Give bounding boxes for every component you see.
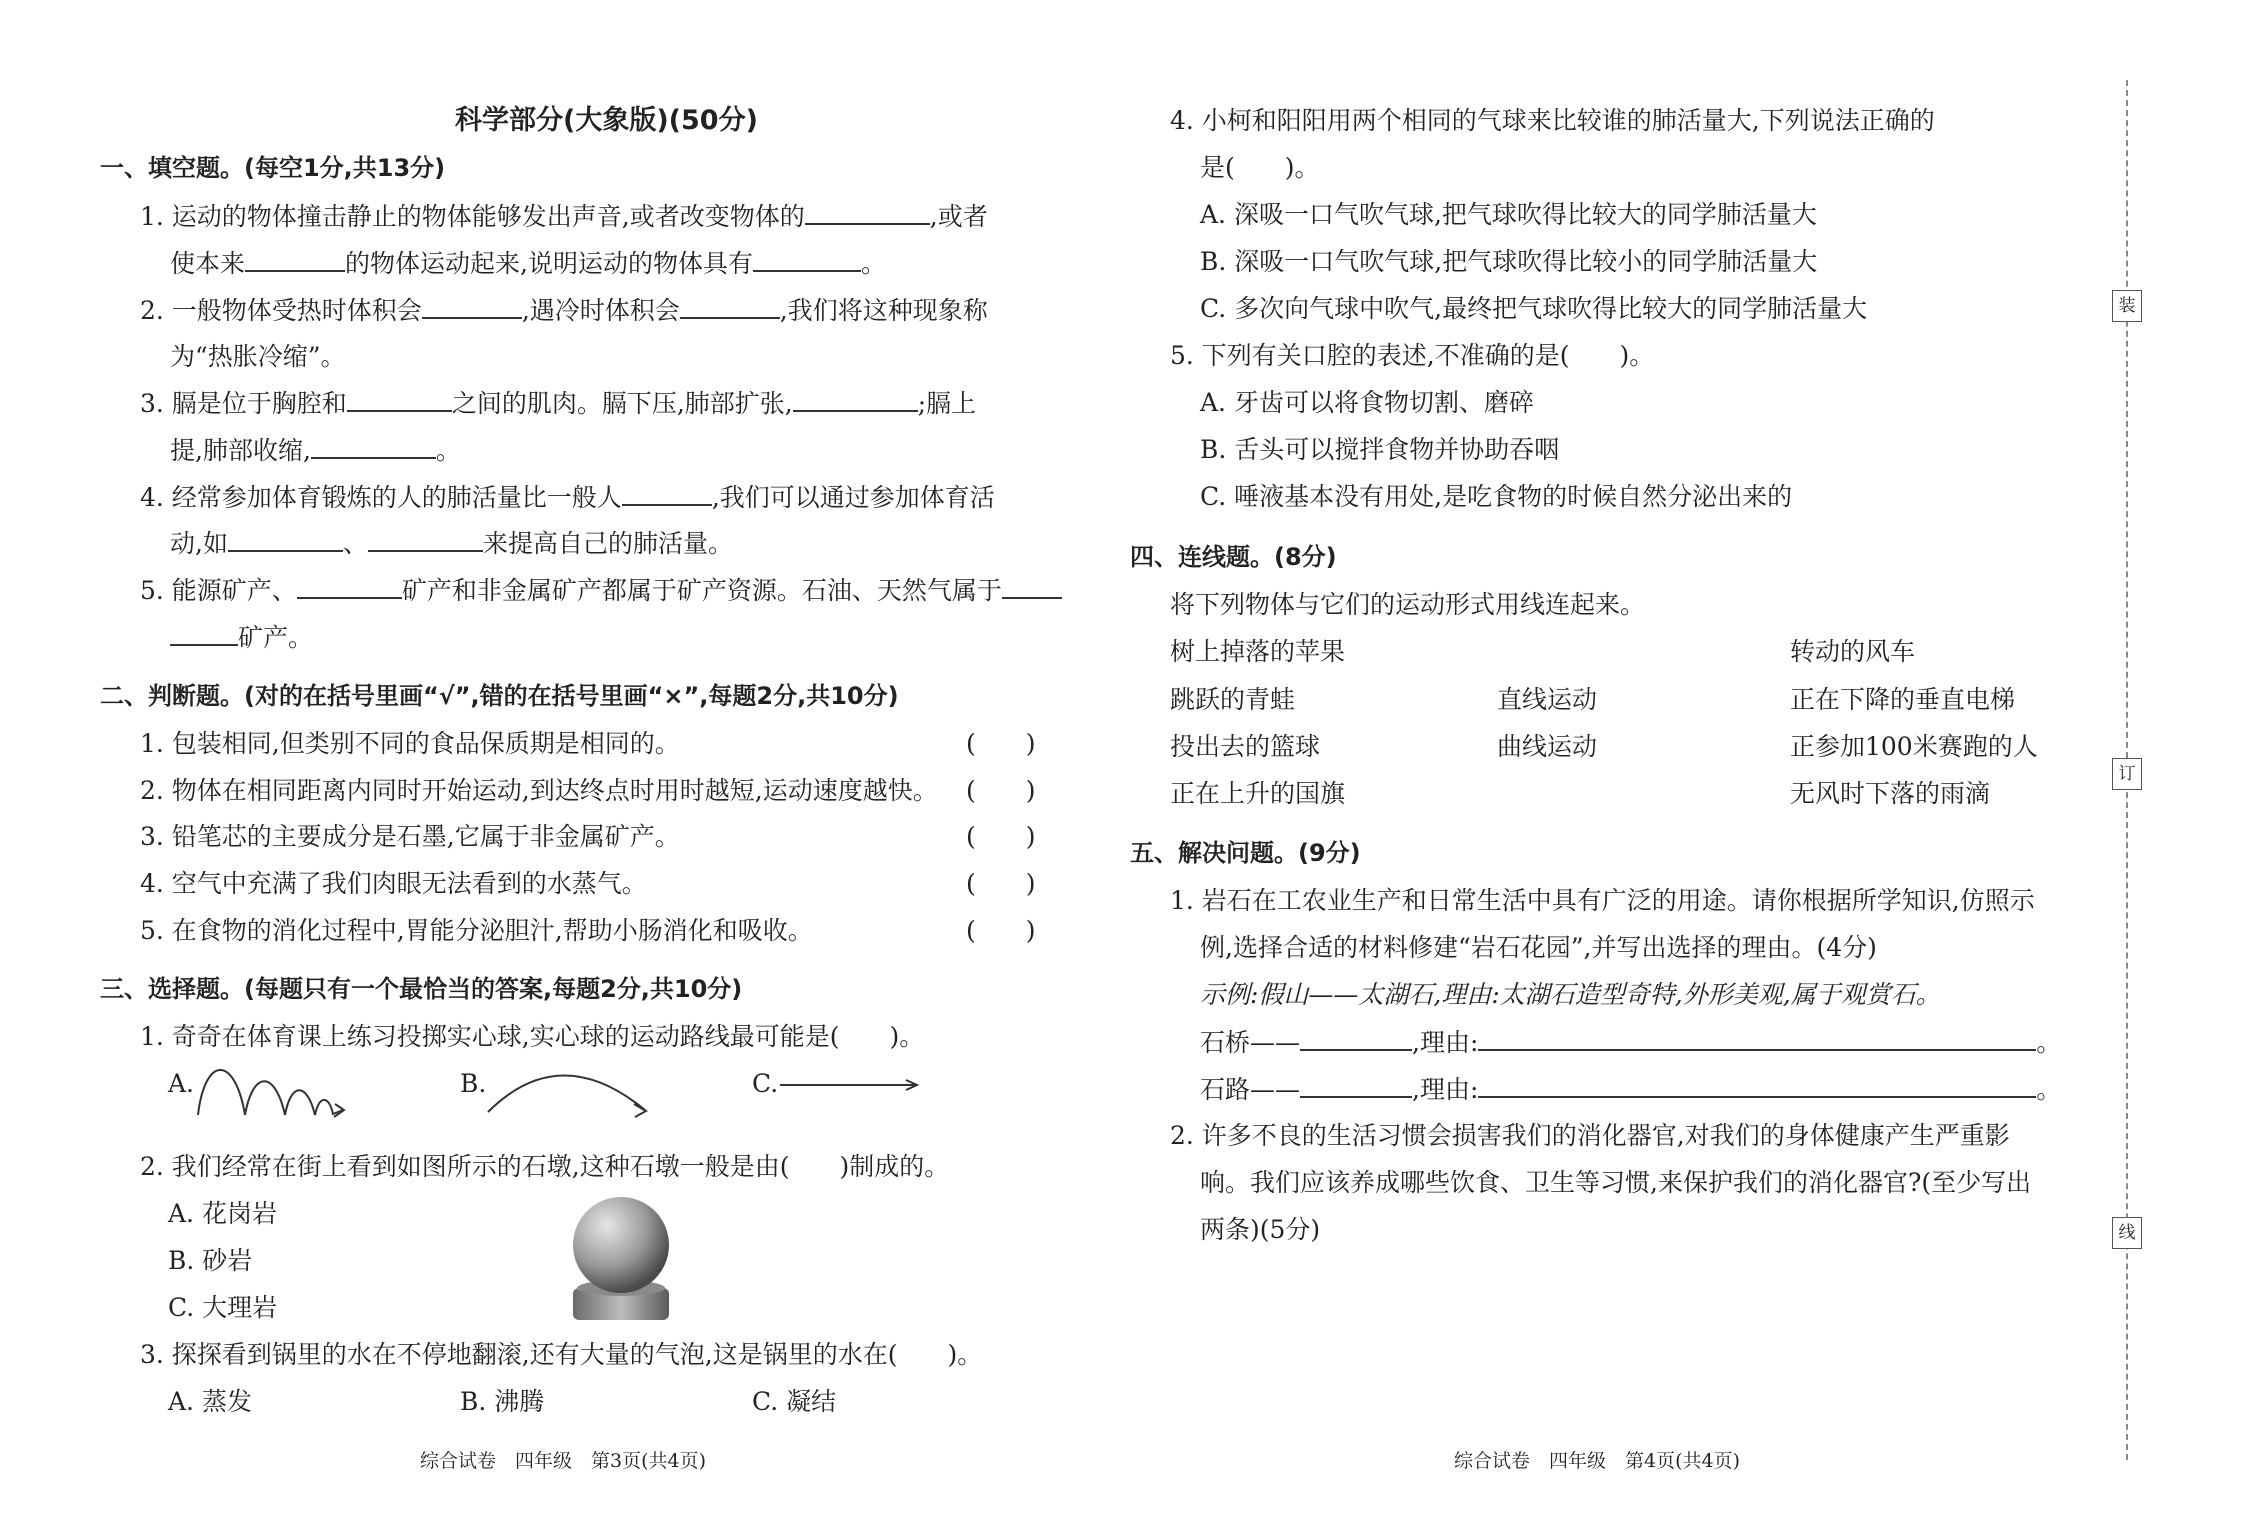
page-footer: 综合试卷 四年级 第3页(共4页)	[420, 1450, 707, 1472]
answer-blank[interactable]	[1002, 573, 1062, 599]
match-left-item[interactable]: 树上掉落的苹果	[1170, 637, 1346, 666]
option-b-label[interactable]: B.	[460, 1069, 487, 1098]
match-left-item[interactable]: 正在上升的国旗	[1170, 779, 1346, 808]
matching-instruction: 将下列物体与它们的运动形式用线连起来。	[1170, 590, 1646, 619]
straight-path-icon	[778, 1075, 923, 1095]
choice-q5: 5. 下列有关口腔的表述,不准确的是( )。	[1170, 341, 1655, 370]
fill-q5-line2: 矿产。	[170, 620, 313, 655]
answer-blank[interactable]	[1300, 1072, 1412, 1098]
choice-q2: 2. 我们经常在街上看到如图所示的石墩,这种石墩一般是由( )制成的。	[140, 1152, 950, 1181]
answer-blank[interactable]	[1478, 1072, 2036, 1098]
option-a[interactable]: A. 深吸一口气吹气球,把气球吹得比较大的同学肺活量大	[1200, 200, 1817, 229]
answer-line-bridge: 石桥—— ,理由: 。	[1200, 1025, 2061, 1060]
tf-answer-paren[interactable]: ( )	[966, 822, 1036, 851]
problem-q2-line1: 2. 许多不良的生活习惯会损害我们的消化器官,对我们的身体健康产生严重影	[1170, 1121, 2010, 1150]
fill-q3-line2: 提,肺部收缩, 。	[170, 433, 461, 468]
option-b[interactable]: B. 砂岩	[168, 1246, 253, 1275]
option-c[interactable]: C. 多次向气球中吹气,最终把气球吹得比较大的同学肺活量大	[1200, 294, 1868, 323]
answer-blank[interactable]	[347, 386, 452, 412]
option-c[interactable]: C. 唾液基本没有用处,是吃食物的时候自然分泌出来的	[1200, 482, 1793, 511]
choice-q4-line1: 4. 小柯和阳阳用两个相同的气球来比较谁的肺活量大,下列说法正确的	[1170, 106, 1935, 135]
problem-q1-line1: 1. 岩石在工农业生产和日常生活中具有广泛的用途。请你根据所学知识,仿照示	[1170, 886, 2035, 915]
tf-answer-paren[interactable]: ( )	[966, 869, 1036, 898]
problem-header: 五、解决问题。(9分)	[1130, 839, 1361, 867]
option-a[interactable]: A. 花岗岩	[168, 1199, 277, 1228]
match-left-item[interactable]: 跳跃的青蛙	[1170, 685, 1296, 714]
fill-q4-line1: 4. 经常参加体育锻炼的人的肺活量比一般人 ,我们可以通过参加体育活	[140, 480, 995, 515]
left-page	[0, 0, 1090, 1535]
section-title: 科学部分(大象版)(50分)	[455, 105, 758, 136]
answer-blank[interactable]	[422, 293, 522, 319]
binding-mark-zhuang: 装	[2112, 290, 2142, 322]
match-right-item[interactable]: 转动的风车	[1790, 637, 1916, 666]
tf-item-2: 2. 物体在相同距离内同时开始运动,到达终点时用时越短,运动速度越快。	[140, 776, 938, 805]
option-c-label[interactable]: C.	[752, 1069, 779, 1098]
binding-mark-ding: 订	[2112, 758, 2142, 790]
true-false-header: 二、判断题。(对的在括号里画“√”,错的在括号里画“×”,每题2分,共10分)	[100, 682, 899, 710]
match-mid-item[interactable]: 曲线运动	[1497, 732, 1598, 761]
matching-header: 四、连线题。(8分)	[1130, 543, 1337, 571]
option-a-label[interactable]: A.	[168, 1069, 195, 1098]
answer-blank[interactable]	[680, 293, 780, 319]
option-c[interactable]: C. 大理岩	[168, 1293, 278, 1322]
tf-answer-paren[interactable]: ( )	[966, 729, 1036, 758]
answer-blank[interactable]	[228, 526, 343, 552]
match-right-item[interactable]: 正在下降的垂直电梯	[1790, 685, 2016, 714]
tf-answer-paren[interactable]: ( )	[966, 776, 1036, 805]
fill-q1-line1: 1. 运动的物体撞击静止的物体能够发出声音,或者改变物体的 ,或者	[140, 199, 988, 234]
fill-q5-line1: 5. 能源矿产、 矿产和非金属矿产都属于矿产资源。石油、天然气属于	[140, 573, 1062, 608]
answer-blank[interactable]	[170, 620, 238, 646]
option-b[interactable]: B. 舌头可以搅拌食物并协助吞咽	[1200, 435, 1560, 464]
parabolic-path-icon	[485, 1060, 655, 1120]
choice-header: 三、选择题。(每题只有一个最恰当的答案,每题2分,共10分)	[100, 975, 743, 1003]
right-page	[1100, 0, 2140, 1535]
tf-item-3: 3. 铅笔芯的主要成分是石墨,它属于非金属矿产。	[140, 822, 680, 851]
option-a[interactable]: A. 牙齿可以将食物切割、磨碎	[1200, 388, 1534, 417]
answer-blank[interactable]	[368, 526, 483, 552]
option-b[interactable]: B. 深吸一口气吹气球,把气球吹得比较小的同学肺活量大	[1200, 247, 1818, 276]
page-footer: 综合试卷 四年级 第4页(共4页)	[1454, 1450, 1741, 1472]
problem-q1-line2: 例,选择合适的材料修建“岩石花园”,并写出选择的理由。(4分)	[1200, 933, 1877, 962]
match-right-item[interactable]: 正参加100米赛跑的人	[1790, 732, 2038, 761]
option-b[interactable]: B. 沸腾	[460, 1387, 545, 1416]
binding-mark-xian: 线	[2112, 1217, 2142, 1249]
bouncing-path-icon	[195, 1060, 350, 1130]
fill-q2-line1: 2. 一般物体受热时体积会 ,遇冷时体积会 ,我们将这种现象称	[140, 293, 988, 328]
choice-q4-line2: 是( )。	[1200, 153, 1320, 182]
answer-blank[interactable]	[793, 386, 918, 412]
fill-blank-header: 一、填空题。(每空1分,共13分)	[100, 154, 446, 182]
fill-q1-line2: 使本来 的物体运动起来,说明运动的物体具有 。	[170, 246, 886, 281]
problem-q2-line3: 两条)(5分)	[1200, 1215, 1321, 1244]
match-left-item[interactable]: 投出去的篮球	[1170, 732, 1321, 761]
answer-blank[interactable]	[1478, 1025, 2036, 1051]
fill-q2-line2: 为“热胀冷缩”。	[170, 342, 346, 371]
tf-item-5: 5. 在食物的消化过程中,胃能分泌胆汁,帮助小肠消化和吸收。	[140, 916, 813, 945]
fill-q4-line2: 动,如 、 来提高自己的肺活量。	[170, 526, 733, 561]
problem-q2-line2: 响。我们应该养成哪些饮食、卫生等习惯,来保护我们的消化器官?(至少写出	[1200, 1168, 2032, 1197]
answer-blank[interactable]	[297, 573, 402, 599]
option-a[interactable]: A. 蒸发	[168, 1387, 252, 1416]
match-right-item[interactable]: 无风时下落的雨滴	[1790, 779, 1991, 808]
answer-blank[interactable]	[753, 246, 861, 272]
answer-blank[interactable]	[311, 433, 436, 459]
choice-q1: 1. 奇奇在体育课上练习投掷实心球,实心球的运动路线最可能是( )。	[140, 1022, 925, 1051]
example-text: 示例:假山——太湖石,理由:太湖石造型奇特,外形美观,属于观赏石。	[1200, 980, 1941, 1009]
answer-blank[interactable]	[245, 246, 345, 272]
tf-answer-paren[interactable]: ( )	[966, 916, 1036, 945]
choice-q3: 3. 探探看到锅里的水在不停地翻滚,还有大量的气泡,这是锅里的水在( )。	[140, 1340, 983, 1369]
fill-q3-line1: 3. 膈是位于胸腔和 之间的肌肉。膈下压,肺部扩张, ;膈上	[140, 386, 976, 421]
option-c[interactable]: C. 凝结	[752, 1387, 837, 1416]
stone-pier-image	[565, 1190, 675, 1330]
tf-item-1: 1. 包装相同,但类别不同的食品保质期是相同的。	[140, 729, 680, 758]
tf-item-4: 4. 空气中充满了我们肉眼无法看到的水蒸气。	[140, 869, 647, 898]
answer-line-road: 石路—— ,理由: 。	[1200, 1072, 2061, 1107]
match-mid-item[interactable]: 直线运动	[1497, 685, 1598, 714]
answer-blank[interactable]	[805, 199, 930, 225]
answer-blank[interactable]	[622, 480, 712, 506]
answer-blank[interactable]	[1300, 1025, 1412, 1051]
